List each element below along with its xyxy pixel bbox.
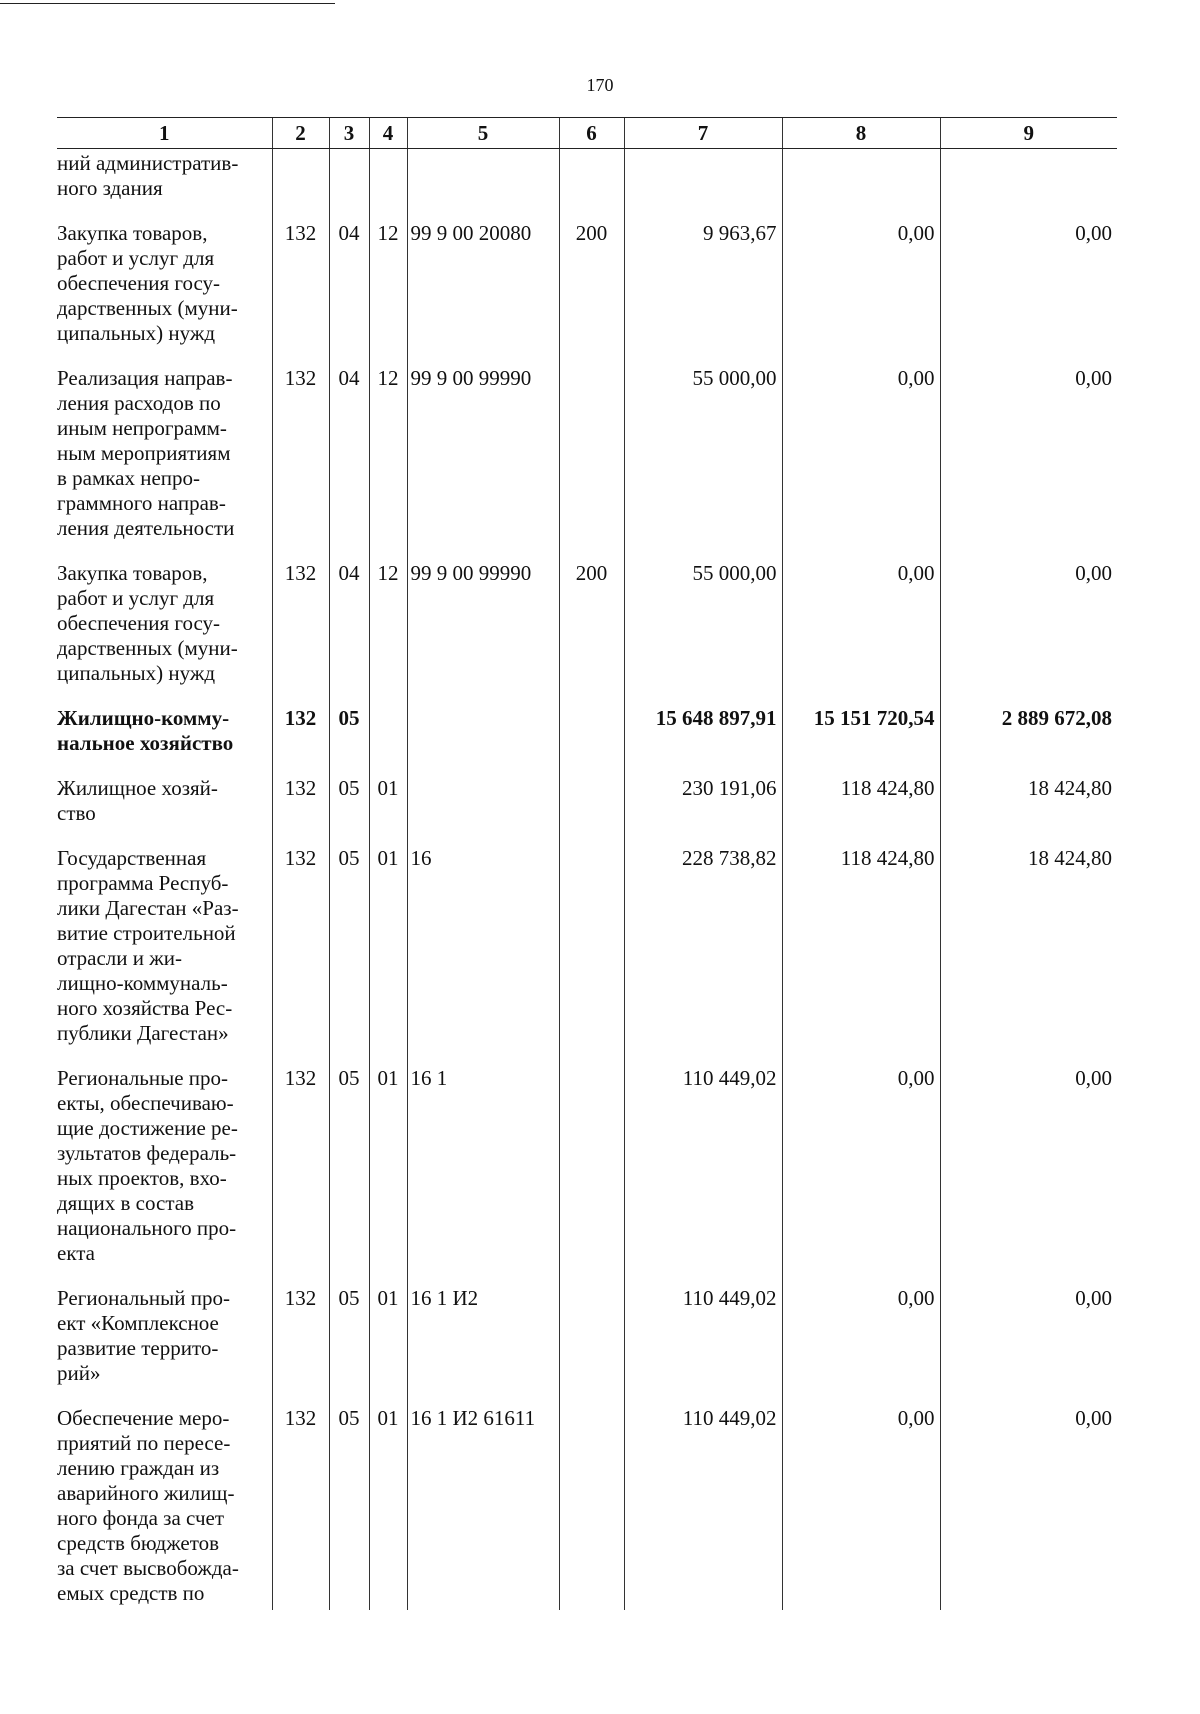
cell-target-code bbox=[407, 149, 559, 220]
cell-subsection: 01 bbox=[369, 774, 407, 844]
cell-ministry: 132 bbox=[272, 704, 329, 774]
table-body bbox=[57, 149, 1117, 1611]
cell-amount-year1: 110 449,02 bbox=[624, 1284, 782, 1404]
cell-subsection: 12 bbox=[369, 364, 407, 559]
top-rule bbox=[0, 3, 335, 4]
cell-target-code: 99 9 00 99990 bbox=[407, 364, 559, 559]
header-col-3: 3 bbox=[329, 118, 369, 149]
budget-table bbox=[57, 117, 1117, 1610]
cell-subsection: 01 bbox=[369, 1064, 407, 1284]
cell-amount-year2: 0,00 bbox=[782, 1064, 940, 1284]
cell-ministry: 132 bbox=[272, 1064, 329, 1284]
cell-name-line: приятий по пересе- bbox=[57, 1431, 231, 1455]
cell-name bbox=[57, 559, 272, 704]
cell-section: 04 bbox=[329, 559, 369, 704]
table-row bbox=[57, 364, 1117, 559]
cell-name bbox=[57, 219, 272, 364]
cell-subsection: 01 bbox=[369, 1284, 407, 1404]
cell-section: 04 bbox=[329, 219, 369, 364]
cell-name-line: дящих в состав bbox=[57, 1191, 195, 1215]
cell-name-line: ство bbox=[57, 801, 96, 825]
cell-name-line: щие достижение ре- bbox=[57, 1116, 238, 1140]
cell-name-line: в рамках непро- bbox=[57, 466, 201, 490]
table-row bbox=[57, 219, 1117, 364]
cell-amount-year1: 230 191,06 bbox=[624, 774, 782, 844]
cell-target-code: 99 9 00 99990 bbox=[407, 559, 559, 704]
cell-subsection bbox=[369, 704, 407, 774]
cell-amount-year3: 0,00 bbox=[940, 1064, 1117, 1284]
cell-name-line: Государственная bbox=[57, 846, 207, 870]
cell-amount-year3: 18 424,80 bbox=[940, 774, 1117, 844]
cell-amount-year3: 0,00 bbox=[940, 219, 1117, 364]
cell-amount-year3: 0,00 bbox=[940, 1284, 1117, 1404]
header-col-9: 9 bbox=[940, 118, 1117, 149]
cell-subsection: 01 bbox=[369, 1404, 407, 1610]
cell-ministry: 132 bbox=[272, 364, 329, 559]
cell-target-code: 16 bbox=[407, 844, 559, 1064]
cell-amount-year3: 18 424,80 bbox=[940, 844, 1117, 1064]
cell-name-line: программа Респуб- bbox=[57, 871, 229, 895]
cell-name-line: екты, обеспечиваю- bbox=[57, 1091, 234, 1115]
cell-section: 04 bbox=[329, 364, 369, 559]
table-row bbox=[57, 1284, 1117, 1404]
table-row bbox=[57, 149, 1117, 220]
cell-amount-year2 bbox=[782, 149, 940, 220]
table-header bbox=[57, 118, 1117, 149]
cell-name-line: лики Дагестан «Раз- bbox=[57, 896, 239, 920]
cell-name-line: обеспечения госу- bbox=[57, 611, 221, 635]
cell-expense-type: 200 bbox=[559, 559, 624, 704]
cell-name bbox=[57, 1284, 272, 1404]
cell-name bbox=[57, 149, 272, 220]
cell-name-line: Жилищно-комму- bbox=[57, 706, 230, 730]
cell-name-line: екта bbox=[57, 1241, 96, 1265]
cell-name-line: дарственных (муни- bbox=[57, 636, 238, 660]
cell-target-code bbox=[407, 774, 559, 844]
cell-target-code: 16 1 bbox=[407, 1064, 559, 1284]
cell-ministry: 132 bbox=[272, 219, 329, 364]
cell-name-line: Региональный про- bbox=[57, 1286, 230, 1310]
cell-expense-type bbox=[559, 844, 624, 1064]
cell-name-line: развитие террито- bbox=[57, 1336, 219, 1360]
cell-amount-year2: 15 151 720,54 bbox=[782, 704, 940, 774]
cell-ministry: 132 bbox=[272, 1404, 329, 1610]
cell-name-line: ным мероприятиям bbox=[57, 441, 231, 465]
cell-name-line: ний административ- bbox=[57, 151, 239, 175]
cell-name-line: средств бюджетов bbox=[57, 1531, 220, 1555]
cell-name-line: ного фонда за счет bbox=[57, 1506, 225, 1530]
cell-name-line: национального про- bbox=[57, 1216, 237, 1240]
cell-name-line: работ и услуг для bbox=[57, 246, 215, 270]
header-col-5: 5 bbox=[407, 118, 559, 149]
cell-name-line: Реализация направ- bbox=[57, 366, 233, 390]
cell-section: 05 bbox=[329, 1404, 369, 1610]
cell-name-line: дарственных (муни- bbox=[57, 296, 238, 320]
table-row bbox=[57, 844, 1117, 1064]
cell-name-line: ципальных) нужд bbox=[57, 661, 216, 685]
cell-name bbox=[57, 1404, 272, 1610]
cell-amount-year1: 110 449,02 bbox=[624, 1404, 782, 1610]
cell-name-line: Региональные про- bbox=[57, 1066, 229, 1090]
cell-amount-year3: 0,00 bbox=[940, 364, 1117, 559]
cell-name-line: ления расходов по bbox=[57, 391, 221, 415]
cell-name-line: аварийного жилищ- bbox=[57, 1481, 235, 1505]
cell-subsection: 01 bbox=[369, 844, 407, 1064]
cell-amount-year2: 0,00 bbox=[782, 219, 940, 364]
cell-name-line: ект «Комплексное bbox=[57, 1311, 219, 1335]
cell-ministry: 132 bbox=[272, 1284, 329, 1404]
cell-expense-type bbox=[559, 704, 624, 774]
cell-name-line: ного хозяйства Рес- bbox=[57, 996, 233, 1020]
cell-name-line: зультатов федераль- bbox=[57, 1141, 237, 1165]
cell-name-line: ных проектов, вхо- bbox=[57, 1166, 227, 1190]
cell-amount-year2: 0,00 bbox=[782, 364, 940, 559]
table-row bbox=[57, 774, 1117, 844]
table-row bbox=[57, 704, 1117, 774]
cell-section: 05 bbox=[329, 1064, 369, 1284]
cell-name-line: лищно-коммуналь- bbox=[57, 971, 228, 995]
header-col-7: 7 bbox=[624, 118, 782, 149]
cell-ministry: 132 bbox=[272, 774, 329, 844]
cell-subsection: 12 bbox=[369, 559, 407, 704]
cell-name-line: нальное хозяйство bbox=[57, 731, 234, 755]
cell-amount-year1: 110 449,02 bbox=[624, 1064, 782, 1284]
cell-amount-year2: 118 424,80 bbox=[782, 774, 940, 844]
table-row bbox=[57, 1064, 1117, 1284]
page-number: 170 bbox=[586, 75, 614, 95]
cell-expense-type bbox=[559, 1064, 624, 1284]
cell-ministry bbox=[272, 149, 329, 220]
cell-name-line: отрасли и жи- bbox=[57, 946, 182, 970]
cell-expense-type bbox=[559, 1284, 624, 1404]
cell-amount-year2: 0,00 bbox=[782, 1284, 940, 1404]
cell-section: 05 bbox=[329, 844, 369, 1064]
cell-amount-year2: 0,00 bbox=[782, 1404, 940, 1610]
cell-ministry: 132 bbox=[272, 559, 329, 704]
cell-amount-year1: 55 000,00 bbox=[624, 364, 782, 559]
cell-name-line: Жилищное хозяй- bbox=[57, 776, 218, 800]
table-row bbox=[57, 559, 1117, 704]
cell-amount-year3: 0,00 bbox=[940, 559, 1117, 704]
cell-amount-year1: 228 738,82 bbox=[624, 844, 782, 1064]
cell-target-code: 16 1 И2 61611 bbox=[407, 1404, 559, 1610]
cell-name-line: Закупка товаров, bbox=[57, 221, 208, 245]
cell-name bbox=[57, 774, 272, 844]
cell-section: 05 bbox=[329, 774, 369, 844]
cell-amount-year1: 9 963,67 bbox=[624, 219, 782, 364]
cell-name-line: лению граждан из bbox=[57, 1456, 220, 1480]
cell-section: 05 bbox=[329, 704, 369, 774]
cell-name-line: ципальных) нужд bbox=[57, 321, 216, 345]
cell-name-line: витие строительной bbox=[57, 921, 236, 945]
cell-name-line: Закупка товаров, bbox=[57, 561, 208, 585]
cell-ministry: 132 bbox=[272, 844, 329, 1064]
cell-subsection: 12 bbox=[369, 219, 407, 364]
cell-target-code bbox=[407, 704, 559, 774]
header-col-1: 1 bbox=[57, 118, 272, 149]
cell-name-line: публики Дагестан» bbox=[57, 1021, 229, 1045]
cell-name-line: обеспечения госу- bbox=[57, 271, 221, 295]
cell-name-line: работ и услуг для bbox=[57, 586, 215, 610]
cell-amount-year3: 2 889 672,08 bbox=[940, 704, 1117, 774]
cell-name-line: за счет высвобожда- bbox=[57, 1556, 239, 1580]
header-col-6: 6 bbox=[559, 118, 624, 149]
cell-section: 05 bbox=[329, 1284, 369, 1404]
cell-name-line: рий» bbox=[57, 1361, 101, 1385]
cell-amount-year1: 55 000,00 bbox=[624, 559, 782, 704]
cell-amount-year1: 15 648 897,91 bbox=[624, 704, 782, 774]
header-col-2: 2 bbox=[272, 118, 329, 149]
cell-target-code: 99 9 00 20080 bbox=[407, 219, 559, 364]
cell-name-line: ления деятельности bbox=[57, 516, 235, 540]
cell-amount-year2: 118 424,80 bbox=[782, 844, 940, 1064]
table-row bbox=[57, 1404, 1117, 1610]
cell-expense-type bbox=[559, 364, 624, 559]
cell-amount-year1 bbox=[624, 149, 782, 220]
cell-section bbox=[329, 149, 369, 220]
cell-name bbox=[57, 844, 272, 1064]
cell-name bbox=[57, 1064, 272, 1284]
cell-expense-type: 200 bbox=[559, 219, 624, 364]
cell-name-line: иным непрограмм- bbox=[57, 416, 227, 440]
cell-name bbox=[57, 364, 272, 559]
header-col-8: 8 bbox=[782, 118, 940, 149]
header-row bbox=[57, 118, 1117, 149]
cell-amount-year3 bbox=[940, 149, 1117, 220]
cell-name-line: емых средств по bbox=[57, 1581, 205, 1605]
cell-name bbox=[57, 704, 272, 774]
cell-target-code: 16 1 И2 bbox=[407, 1284, 559, 1404]
cell-name-line: ного здания bbox=[57, 176, 163, 200]
cell-subsection bbox=[369, 149, 407, 220]
cell-amount-year3: 0,00 bbox=[940, 1404, 1117, 1610]
cell-amount-year2: 0,00 bbox=[782, 559, 940, 704]
cell-expense-type bbox=[559, 149, 624, 220]
cell-expense-type bbox=[559, 774, 624, 844]
header-col-4: 4 bbox=[369, 118, 407, 149]
cell-name-line: граммного направ- bbox=[57, 491, 226, 515]
cell-expense-type bbox=[559, 1404, 624, 1610]
cell-name-line: Обеспечение меро- bbox=[57, 1406, 230, 1430]
